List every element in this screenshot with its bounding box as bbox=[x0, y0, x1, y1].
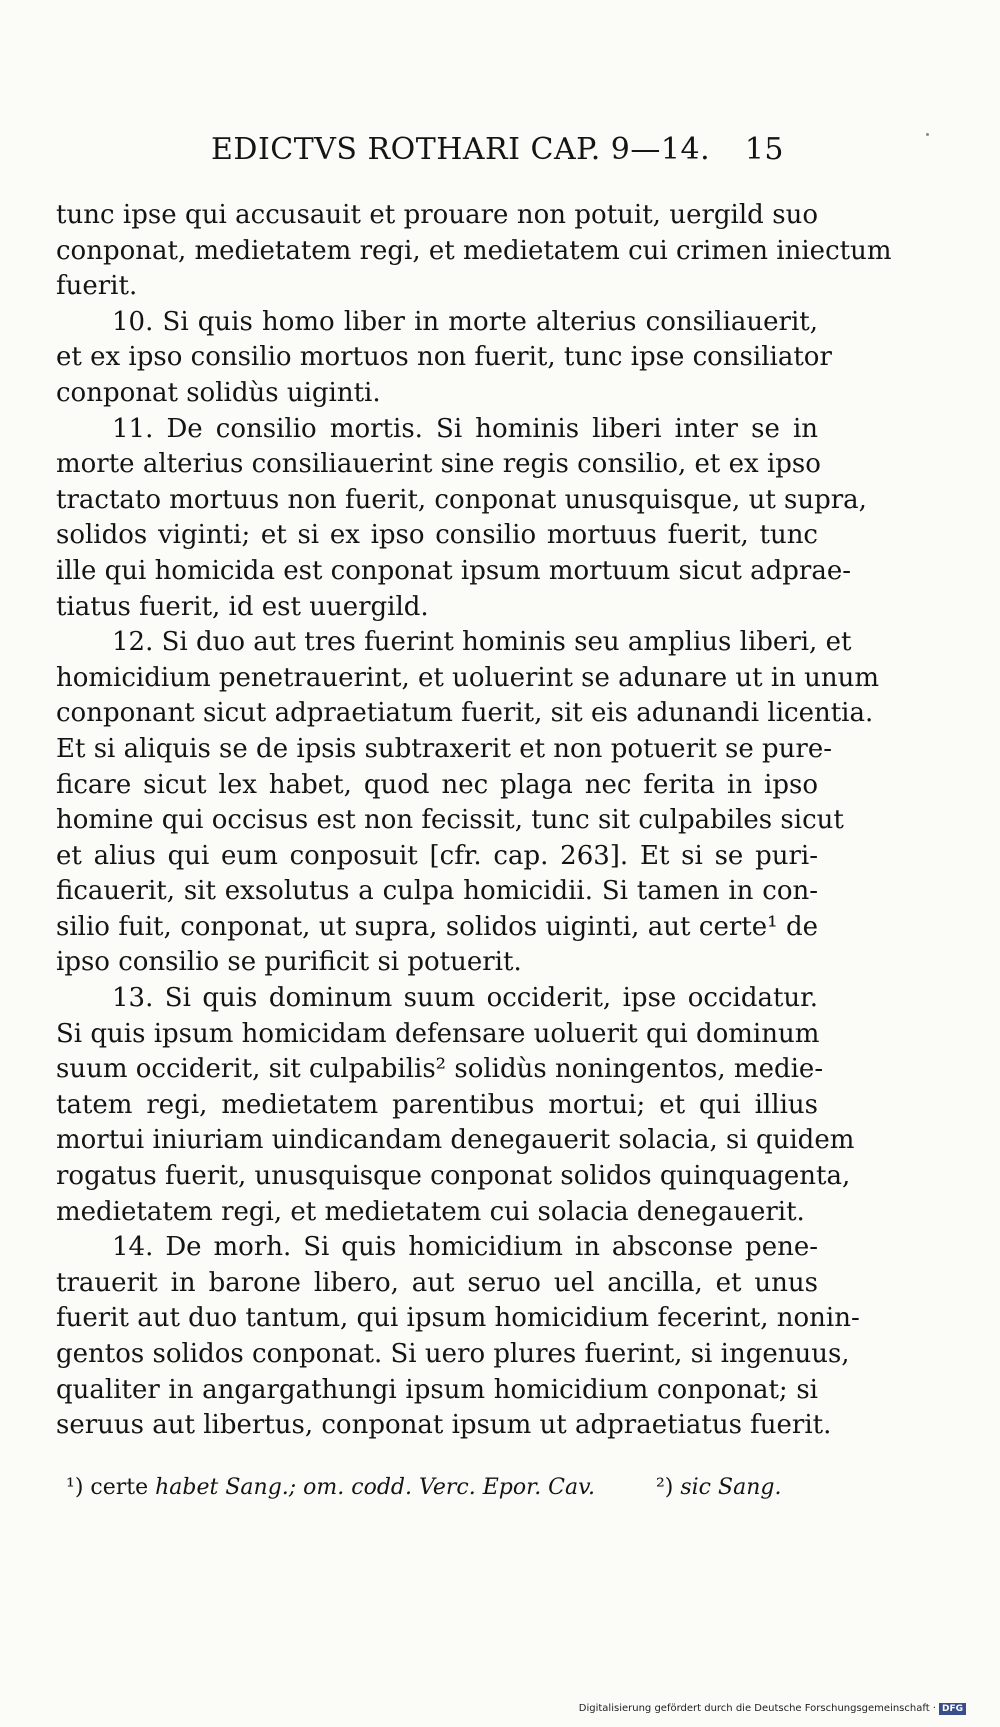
text-line: conponat solidùs uiginti. bbox=[56, 377, 381, 408]
text-line: mortui iniuriam uindicandam denegauerit solacia, si quidem bbox=[56, 1125, 855, 1156]
text-line: fuerit aut duo tantum, qui ipsum homicidium fecerint, nonin- bbox=[56, 1303, 860, 1334]
running-title: EDICTVS ROTHARI CAP. 9—14. bbox=[211, 132, 711, 167]
text-line: tunc ipse qui accusauit et prouare non potuit, uergild suo bbox=[56, 200, 818, 230]
text-line: ipso consilio se purificit si potuerit. bbox=[56, 947, 522, 978]
text-line: qualiter in angargathungi ipsum homicidium conponat; si bbox=[56, 1374, 818, 1405]
footnotes bbox=[66, 1472, 786, 1504]
footnote-1-marker: ¹) bbox=[66, 1475, 84, 1500]
dfg-logo: DFG bbox=[939, 1703, 966, 1715]
text-line: seruus aut libertus, conponat ipsum ut adpraetiatus fuerit. bbox=[56, 1410, 832, 1441]
text-line: 14. De morh. Si quis homicidium in absconse pene- bbox=[112, 1232, 818, 1263]
text-line: morte alterius consiliauerint sine regis consilio, et ex ipso bbox=[56, 449, 821, 480]
text-line: rogatus fuerit, unusquisque conponat solidos quinquagenta, bbox=[56, 1161, 851, 1192]
text-line: tractato mortuus non fuerit, conponat unusquisque, ut supra, bbox=[56, 484, 867, 515]
text-line: Si quis ipsum homicidam defensare uoluerit qui dominum bbox=[56, 1018, 820, 1049]
text-line: suum occiderit, sit culpabilis² solidùs noningentos, medie- bbox=[56, 1054, 824, 1085]
text-line: ficauerit, sit exsolutus a culpa homicidii. Si tamen in con- bbox=[56, 876, 818, 907]
text-line: trauerit in barone libero, aut seruo uel ancilla, et unus bbox=[56, 1267, 818, 1298]
running-head bbox=[56, 132, 784, 172]
text-line: homine qui occisus est non fecissit, tunc sit culpabiles sicut bbox=[56, 805, 844, 836]
text-line: 13. Si quis dominum suum occiderit, ipse occidatur. bbox=[112, 983, 818, 1014]
footnote-2-italic: sic Sang. bbox=[680, 1475, 782, 1500]
text-line: tatem regi, medietatem parentibus mortui; et qui illius bbox=[56, 1089, 818, 1120]
text-line: 12. Si duo aut tres fuerint hominis seu amplius liberi, et bbox=[112, 627, 852, 658]
text-line: et alius qui eum conposuit [cfr. cap. 263]. Et si se puri- bbox=[56, 840, 818, 871]
digitization-notice bbox=[579, 1703, 966, 1715]
text-line: gentos solidos conponat. Si uero plures fuerint, si ingenuus, bbox=[56, 1339, 850, 1369]
text-line: 10. Si quis homo liber in morte alterius consiliauerit, bbox=[112, 306, 818, 337]
footnote-1-text: certe bbox=[90, 1475, 149, 1500]
text-line: conponant sicut adpraetiatum fuerit, sit eis adunandi licentia. bbox=[56, 698, 874, 729]
text-line: homicidium penetrauerint, et uoluerint se adunare ut in unum bbox=[56, 662, 880, 693]
text-line: silio fuit, conponat, ut supra, solidos uiginti, aut certe¹ de bbox=[56, 911, 818, 942]
text-line: ille qui homicida est conponat ipsum mortuum sicut adprae- bbox=[56, 555, 852, 586]
footnote-2 bbox=[656, 1472, 781, 1504]
digitization-notice-text: Digitalisierung gefördert durch die Deutsche Forschungsgemeinschaft · bbox=[578, 1703, 936, 1714]
text-line: medietatem regi, et medietatem cui solacia denegauerit. bbox=[56, 1196, 805, 1227]
text-line: conponat, medietatem regi, et medietatem cui crimen iniectum bbox=[56, 235, 892, 266]
text-line: solidos viginti; et si ex ipso consilio mortuus fuerit, tunc bbox=[56, 520, 818, 551]
footnote-1-italic: habet Sang.; om. codd. Verc. Epor. Cav. bbox=[155, 1475, 595, 1500]
text-line: tiatus fuerit, id est uuergild. bbox=[56, 591, 429, 622]
text-line: fuerit. bbox=[56, 271, 138, 302]
margin-speck bbox=[926, 133, 929, 136]
text-line: Et si aliquis se de ipsis subtraxerit et non potuerit se pure- bbox=[56, 733, 833, 764]
page-number: 15 bbox=[744, 132, 784, 167]
text-line: et ex ipso consilio mortuos non fuerit, tunc ipse consiliator bbox=[56, 342, 832, 373]
footnote-1 bbox=[66, 1472, 595, 1504]
text-line: ficare sicut lex habet, quod nec plaga nec ferita in ipso bbox=[56, 769, 818, 800]
footnote-2-marker: ²) bbox=[655, 1475, 674, 1500]
text-line: 11. De consilio mortis. Si hominis liberi inter se in bbox=[112, 413, 818, 444]
body-text bbox=[56, 198, 892, 1444]
